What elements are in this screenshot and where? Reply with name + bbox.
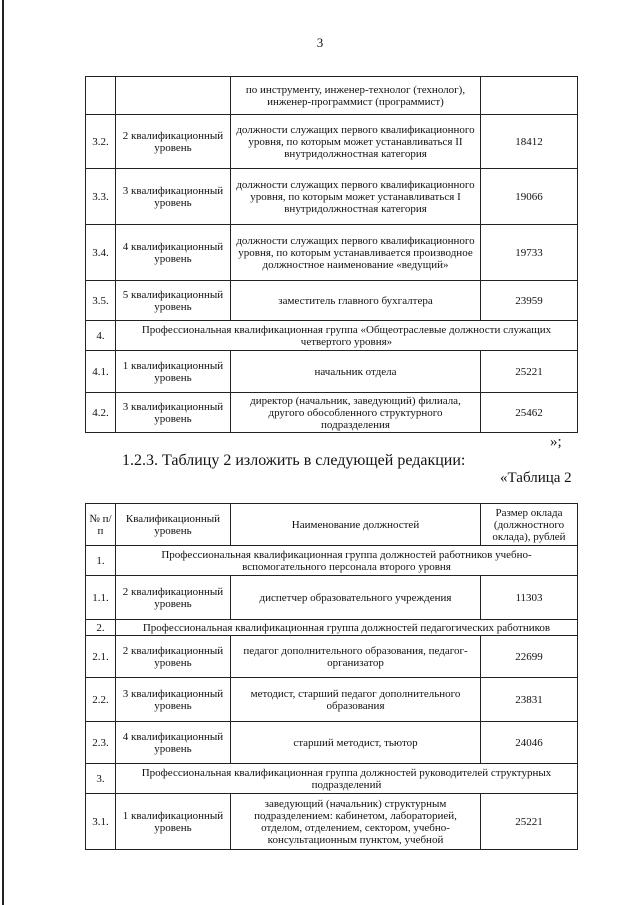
position-name: диспетчер образовательного учреждения <box>231 576 481 620</box>
row-number: 3. <box>86 764 116 794</box>
position-name: начальник отдела <box>231 351 481 393</box>
row-number: 3.5. <box>86 281 116 321</box>
row-number: 2. <box>86 620 116 636</box>
group-title: Профессиональная квалификационная группа должностей руководителей структурных подразделений <box>116 764 578 794</box>
salary-value: 25221 <box>481 794 578 850</box>
qualification-level: 4 квалификационный уровень <box>116 225 231 281</box>
qualification-level: 4 квалификационный уровень <box>116 722 231 764</box>
qualification-level: 5 квалификационный уровень <box>116 281 231 321</box>
salary-value: 11303 <box>481 576 578 620</box>
row-number: 2.1. <box>86 636 116 678</box>
salary-value: 24046 <box>481 722 578 764</box>
qualification-level: 2 квалификационный уровень <box>116 115 231 169</box>
row-number: 3.3. <box>86 169 116 225</box>
qualification-level: 1 квалификационный уровень <box>116 794 231 850</box>
row-number: 4.2. <box>86 393 116 433</box>
row-number: 1.1. <box>86 576 116 620</box>
header-position: Наименование должностей <box>231 504 481 546</box>
position-name: по инструменту, инженер-технолог (технолог), инженер-программист (программист) <box>231 77 481 115</box>
position-name: методист, старший педагог дополнительного образования <box>231 678 481 722</box>
group-title: Профессиональная квалификационная группа должностей педагогических работников <box>116 620 578 636</box>
position-name: директор (начальник, заведующий) филиала, другого обособленного структурного подразделения <box>231 393 481 433</box>
table-row <box>86 351 578 393</box>
salary-value: 25221 <box>481 351 578 393</box>
page-edge-line <box>2 0 4 905</box>
table-row <box>86 722 578 764</box>
salary-value: 22699 <box>481 636 578 678</box>
table-row <box>86 636 578 678</box>
header-salary: Размер оклада (должностного оклада), рублей <box>481 504 578 546</box>
row-number: 3.4. <box>86 225 116 281</box>
salary-value: 23959 <box>481 281 578 321</box>
position-name: педагог дополнительного образования, педагог-организатор <box>231 636 481 678</box>
position-name: должности служащих первого квалификационного уровня, по которым может устанавливаться I внутридолжностная категория <box>231 169 481 225</box>
group-title: Профессиональная квалификационная группа должностей работников учебно-вспомогательного персонала второго уровня <box>116 546 578 576</box>
table-row <box>86 678 578 722</box>
position-name: заведующий (начальник) структурным подразделением: кабинетом, лабораторией, отделом, отделением, сектором, учебно-консультационным пунктом, учебной <box>231 794 481 850</box>
qualification-level: 1 квалификационный уровень <box>116 351 231 393</box>
table-row <box>86 281 578 321</box>
section-heading: 1.2.3. Таблицу 2 изложить в следующей редакции: <box>122 452 466 469</box>
row-number: 2.3. <box>86 722 116 764</box>
header-level: Квалификационный уровень <box>116 504 231 546</box>
salary-value <box>481 77 578 115</box>
table-row <box>86 115 578 169</box>
header-number: № п/п <box>86 504 116 546</box>
table-row <box>86 393 578 433</box>
row-number <box>86 77 116 115</box>
qualification-level: 2 квалификационный уровень <box>116 636 231 678</box>
salary-value: 23831 <box>481 678 578 722</box>
table-row <box>86 77 578 115</box>
table-row <box>86 576 578 620</box>
table-label: «Таблица 2 <box>500 470 572 486</box>
row-number: 3.1. <box>86 794 116 850</box>
row-number: 4. <box>86 321 116 351</box>
table-row <box>86 225 578 281</box>
salary-table-1 <box>85 76 578 433</box>
salary-value: 19066 <box>481 169 578 225</box>
qualification-level <box>116 77 231 115</box>
position-name: должности служащих первого квалификационного уровня, по которым может устанавливаться II внутридолжностная категория <box>231 115 481 169</box>
salary-value: 25462 <box>481 393 578 433</box>
table-row <box>86 794 578 850</box>
group-row <box>86 764 578 794</box>
position-name: заместитель главного бухгалтера <box>231 281 481 321</box>
group-row <box>86 546 578 576</box>
qualification-level: 3 квалификационный уровень <box>116 169 231 225</box>
qualification-level: 2 квалификационный уровень <box>116 576 231 620</box>
salary-value: 19733 <box>481 225 578 281</box>
salary-value: 18412 <box>481 115 578 169</box>
closing-quote: »; <box>550 434 562 450</box>
row-number: 4.1. <box>86 351 116 393</box>
position-name: старший методист, тьютор <box>231 722 481 764</box>
row-number: 3.2. <box>86 115 116 169</box>
table-row <box>86 169 578 225</box>
table-header-row <box>86 504 578 546</box>
group-title: Профессиональная квалификационная группа «Общеотраслевые должности служащих четвертого уровня» <box>116 321 578 351</box>
group-row <box>86 321 578 351</box>
row-number: 1. <box>86 546 116 576</box>
group-row <box>86 620 578 636</box>
salary-table-2 <box>85 503 578 850</box>
position-name: должности служащих первого квалификационного уровня, по которым устанавливается производное должностное наименование «ведущий» <box>231 225 481 281</box>
row-number: 2.2. <box>86 678 116 722</box>
page-number: 3 <box>316 35 324 50</box>
qualification-level: 3 квалификационный уровень <box>116 678 231 722</box>
qualification-level: 3 квалификационный уровень <box>116 393 231 433</box>
